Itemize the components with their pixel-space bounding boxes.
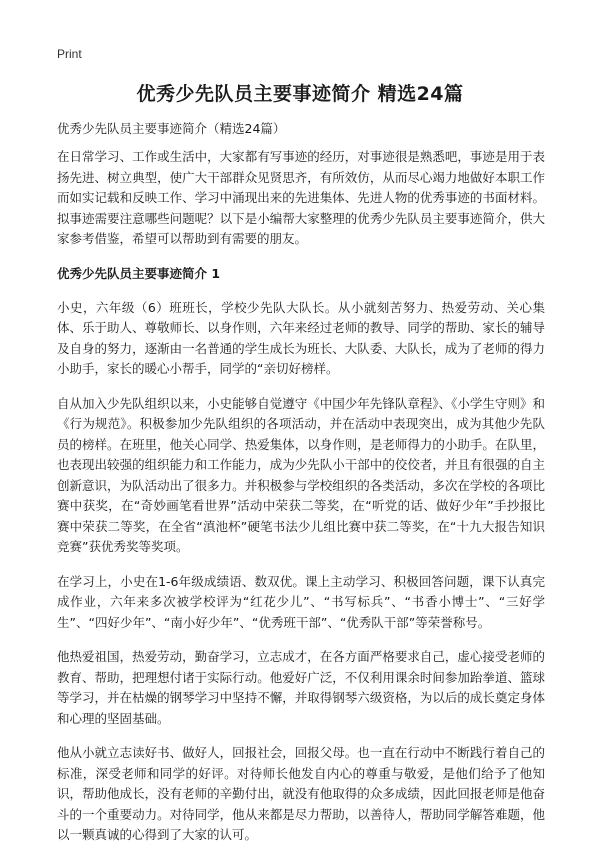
body-paragraph-2: 自从加入少先队组织以来，小史能够自觉遵守《中国少年先锋队章程》、《小学生守则》和《行为规范》。积极参加少先队组织的各项活动，并在活动中表现突出，成为其他少先队员的榜样。在班里，他关心同学、热爱集体，以身作则，是老师得力的小助手。在队里，也表现出较强的组织能力和工作能力，成为少先队小干部中的佼佼者，并且有很强的自主创新意识，为队活动出了很多力。并积极参与学校组织的各类活动，多次在学校的各项比赛中获奖，在“奇妙画笔看世界”活动中荣获二等奖，在“听党的话、做好少年”手抄报比赛中荣获二等奖，在全省“滇池杯”硬笔书法少儿组比赛中获二等奖，在“十九大报告知识竞赛”获优秀奖等奖项。: [57, 395, 545, 554]
body-paragraph-4: 他热爱祖国，热爱劳动，勤奋学习，立志成才，在各方面严格要求自己，虚心接受老师的教育、帮助，把理想付诸于实际行动。他爱好广泛，不仅利用课余时间参加跆拳道、篮球等学习，并在枯燥的钢琴学习中坚持不懈，并取得钢琴六级资格，为以后的成长奠定身体和心理的坚固基础。: [57, 649, 545, 726]
body-paragraph-5: 他从小就立志读好书、做好人，回报社会，回报父母。也一直在行动中不断践行着自己的标准，深受老师和同学的好评。对待师长他发自内心的尊重与敬爱，是他们给予了他知识，帮助他成长，没有老师的辛勤付出，就没有他取得的众多成绩，因此回报老师是他奋斗的一个重要动力。对待同学，他从来都是尽力帮助，以善待人，帮助同学解答难题，他以一颗真诚的心得到了大家的认可。: [57, 745, 545, 842]
article-body: [57, 147, 545, 860]
body-paragraph-3: 在学习上，小史在1-6年级成绩语、数双优。课上主动学习、积极回答问题，课下认真完成作业，六年来多次被学校评为“红花少儿”、“书写标兵”、“书香小博士”、“三好学生”、“四好少年”、“南小好少年”、“优秀班干部”、“优秀队干部”等荣誉称号。: [57, 573, 545, 630]
document-subtitle: 优秀少先队员主要事迹简介（精选24篇）: [57, 121, 286, 136]
print-link[interactable]: Print: [57, 47, 82, 61]
intro-paragraph: 在日常学习、工作或生活中，大家都有写事迹的经历，对事迹很是熟悉吧，事迹是用于表扬先进、树立典型，使广大干部群众见贤思齐，有所效仿，从而尽心竭力地做好本职工作而如实记载和反映工作、学习中涌现出来的先进集体、先进人物的优秀事迹的书面材料。拟事迹需要注意哪些问题呢？以下是小编帮大家整理的优秀少先队员主要事迹简介，供大家参考借鉴，希望可以帮助到有需要的朋友。: [57, 149, 545, 246]
section-heading: 优秀少先队员主要事迹简介 1: [57, 265, 221, 281]
page-title: 优秀少先队员主要事迹简介 精选24篇: [136, 83, 464, 105]
body-paragraph-1: 小史，六年级（6）班班长，学校少先队大队长。从小就刻苦努力、热爱劳动、关心集体、乐于助人、尊敬师长、以身作则，六年来经过老师的教导、同学的帮助、家长的辅导及自身的努力，逐渐由一名普通的学生成长为班长、大队委、大队长，成为了老师的得力小助手，家长的暖心小帮手，同学的“亲切好榜样。: [57, 299, 545, 376]
